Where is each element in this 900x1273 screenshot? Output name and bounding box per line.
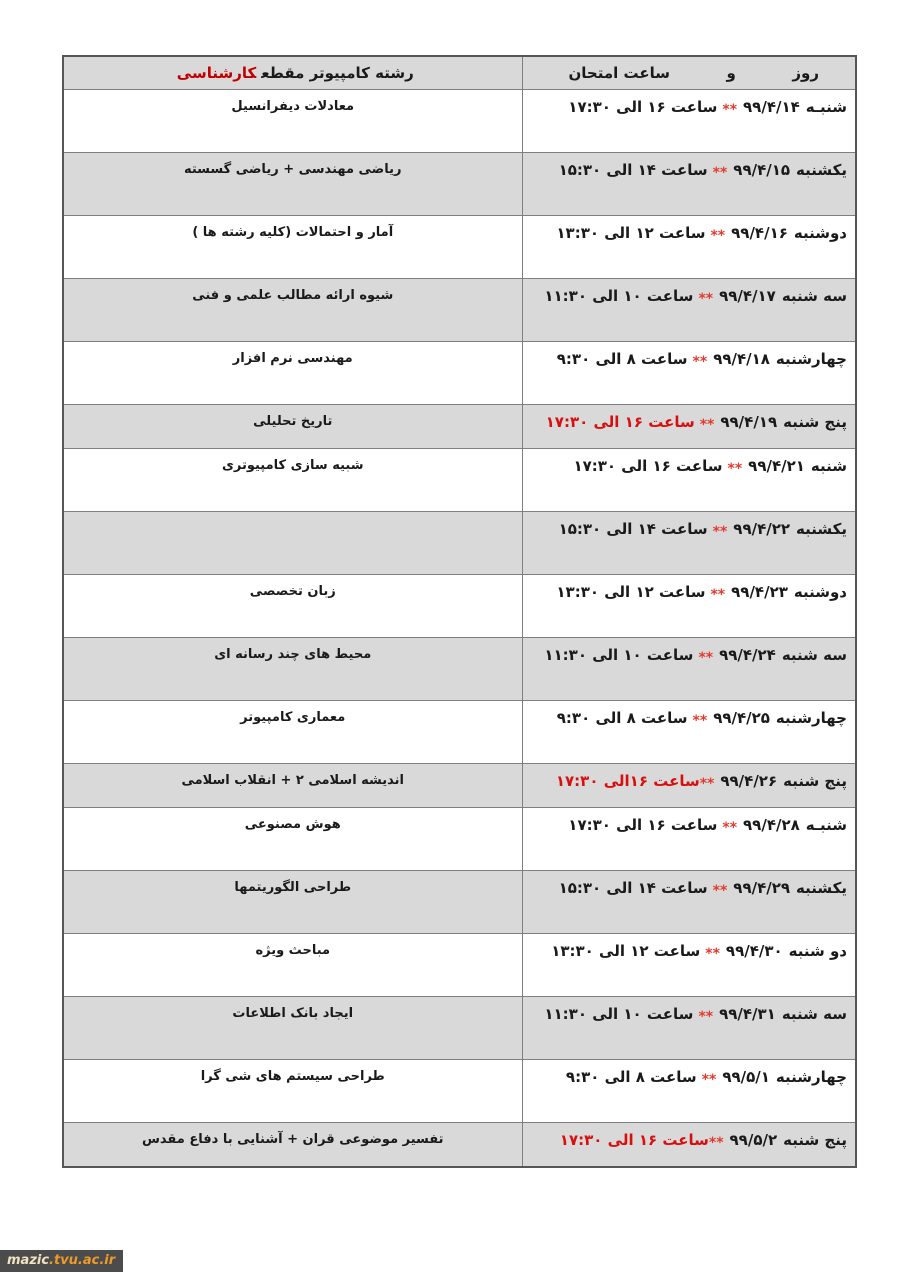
course-name-cell: [63, 153, 522, 216]
exam-time: ساعت ۱۶الی ۱۷:۳۰: [555, 772, 700, 790]
exam-day: دوشنبه: [793, 224, 847, 242]
exam-time: ساعت ۱۰ الی ۱۱:۳۰: [544, 646, 694, 664]
table-row: [63, 153, 856, 216]
course-name: شیوه ارائه مطالب علمی و فنی: [192, 288, 394, 303]
asterisks-marker: **: [710, 587, 726, 603]
exam-day: پنج شنبه: [783, 1131, 847, 1149]
exam-day: یکشنبه: [796, 879, 847, 897]
course-name: زبان تخصصی: [249, 584, 336, 599]
exam-day: شنبـه: [805, 816, 847, 834]
exam-day: یکشنبه: [796, 161, 847, 179]
course-name: هوش مصنوعی: [244, 817, 341, 832]
exam-day: چهارشنبه: [775, 709, 847, 727]
exam-date: ۹۹/۴/۱۵: [733, 161, 791, 179]
exam-time: ساعت ۱۶ الی ۱۷:۳۰: [568, 98, 718, 116]
asterisks-marker: **: [708, 1135, 724, 1151]
exam-date: ۹۹/۴/۲۲: [733, 520, 791, 538]
course-name: طراحی سیستم های شی گرا: [200, 1069, 385, 1084]
table-row: [63, 997, 856, 1060]
exam-schedule-table: [62, 55, 857, 1168]
course-name: اندیشه اسلامی ۲ + انقلاب اسلامی: [181, 773, 405, 788]
exam-time: ساعت ۱۴ الی ۱۵:۳۰: [558, 879, 708, 897]
course-name-cell: [63, 638, 522, 701]
table-row: [63, 575, 856, 638]
exam-date: ۹۹/۴/۳۱: [719, 1005, 776, 1023]
asterisks-marker: **: [727, 461, 743, 477]
exam-date: ۹۹/۴/۲۳: [731, 583, 788, 601]
exam-time: ساعت ۱۶ الی ۱۷:۳۰: [545, 413, 695, 431]
header-word-exam-time: ساعت امتحان: [568, 64, 671, 82]
exam-date: ۹۹/۴/۱۹: [720, 413, 778, 431]
asterisks-marker: **: [692, 713, 708, 729]
exam-time: ساعت ۱۲ الی ۱۳:۳۰: [556, 583, 706, 601]
exam-time: ساعت ۸ الی ۹:۳۰: [565, 1068, 697, 1086]
exam-date: ۹۹/۴/۲۵: [713, 709, 770, 727]
course-name: آمار و احتمالات (کلیه رشته ها ): [192, 225, 394, 240]
asterisks-marker: **: [710, 228, 726, 244]
exam-day: سه شنبه: [781, 646, 847, 664]
exam-day: دو شنبه: [788, 942, 847, 960]
exam-date: ۹۹/۵/۲: [729, 1131, 778, 1149]
course-name-cell: [63, 808, 522, 871]
course-name-cell: [63, 342, 522, 405]
header-cell-course-major: [63, 56, 522, 90]
asterisks-marker: **: [722, 820, 738, 836]
exam-date: ۹۹/۴/۲۱: [748, 457, 805, 475]
exam-time: ساعت ۸ الی ۹:۳۰: [556, 709, 688, 727]
exam-time: ساعت ۱۶ الی ۱۷:۳۰: [568, 816, 718, 834]
asterisks-marker: **: [698, 650, 714, 666]
header-degree-label: کارشناسی: [176, 64, 257, 82]
table-row: [63, 638, 856, 701]
exam-schedule-body: [63, 56, 856, 1167]
table-row: [63, 808, 856, 871]
exam-date: ۹۹/۴/۱۶: [731, 224, 788, 242]
exam-time: ساعت ۱۴ الی ۱۵:۳۰: [558, 161, 708, 179]
course-name-cell: [63, 216, 522, 279]
header-cell-day-time: [522, 56, 856, 90]
table-row: [63, 216, 856, 279]
asterisks-marker: **: [712, 524, 728, 540]
exam-time: ساعت ۱۶ الی ۱۷:۳۰: [559, 1131, 709, 1149]
course-name-cell: [63, 1060, 522, 1123]
table-row: [63, 764, 856, 808]
course-name: ریاضی مهندسی + ریاضی گسسته: [183, 162, 402, 177]
asterisks-marker: **: [712, 165, 728, 181]
exam-day-time-cell: [522, 701, 856, 764]
exam-day: شنبه: [810, 457, 847, 475]
header-major-label: رشته کامپیوتر مقطع: [261, 64, 414, 82]
exam-day-time-cell: [522, 449, 856, 512]
course-name: تاریخ تحلیلی: [253, 414, 333, 429]
exam-date: ۹۹/۴/۲۹: [733, 879, 791, 897]
exam-day-time-cell: [522, 1123, 856, 1167]
exam-date: ۹۹/۴/۱۷: [719, 287, 776, 305]
exam-day-time-cell: [522, 638, 856, 701]
exam-day: یکشنبه: [796, 520, 847, 538]
exam-day-time-cell: [522, 405, 856, 449]
exam-day-time-cell: [522, 342, 856, 405]
exam-day-time-cell: [522, 575, 856, 638]
exam-day-time-cell: [522, 512, 856, 575]
course-name-cell: [63, 997, 522, 1060]
asterisks-marker: **: [712, 883, 728, 899]
exam-time: ساعت ۱۰ الی ۱۱:۳۰: [544, 287, 694, 305]
exam-day-time-cell: [522, 997, 856, 1060]
table-row: [63, 1123, 856, 1167]
course-name-cell: [63, 575, 522, 638]
exam-day: چهارشنبه: [775, 350, 847, 368]
watermark-prefix: mazic: [7, 1253, 50, 1268]
exam-day-time-cell: [522, 216, 856, 279]
course-name-cell: [63, 871, 522, 934]
watermark-suffix: .tvu.ac.ir: [49, 1253, 116, 1268]
course-name: تفسیر موضوعی قران + آشنایی با دفاع مقدس: [141, 1132, 444, 1147]
exam-date: ۹۹/۴/۱۴: [743, 98, 800, 116]
exam-date: ۹۹/۴/۲۶: [720, 772, 778, 790]
exam-time: ساعت ۱۲ الی ۱۳:۳۰: [551, 942, 701, 960]
exam-day-time-cell: [522, 808, 856, 871]
course-name: معماری کامپیوتر: [240, 710, 346, 725]
course-name-cell: [63, 934, 522, 997]
table-header-row: [63, 56, 856, 90]
course-name-cell: [63, 405, 522, 449]
exam-day-time-cell: [522, 279, 856, 342]
exam-day-time-cell: [522, 764, 856, 808]
exam-day: سه شنبه: [781, 287, 847, 305]
exam-day-time-cell: [522, 1060, 856, 1123]
exam-time: ساعت ۱۶ الی ۱۷:۳۰: [573, 457, 723, 475]
exam-day-time-cell: [522, 934, 856, 997]
asterisks-marker: **: [701, 1072, 717, 1088]
course-name-cell: [63, 449, 522, 512]
table-row: [63, 1060, 856, 1123]
table-row: [63, 934, 856, 997]
asterisks-marker: **: [698, 291, 714, 307]
exam-day: چهارشنبه: [775, 1068, 847, 1086]
exam-time: ساعت ۱۲ الی ۱۳:۳۰: [556, 224, 706, 242]
course-name-cell: [63, 1123, 522, 1167]
exam-date: ۹۹/۵/۱: [722, 1068, 770, 1086]
course-name: مباحث ویژه: [255, 943, 331, 958]
exam-date: ۹۹/۴/۲۸: [743, 816, 800, 834]
exam-day: سه شنبه: [781, 1005, 847, 1023]
header-word-day: روز: [792, 64, 819, 82]
exam-day: پنج شنبه: [783, 772, 847, 790]
table-row: [63, 701, 856, 764]
exam-day-time-cell: [522, 153, 856, 216]
site-watermark: [0, 1250, 123, 1272]
course-name-cell: [63, 512, 522, 575]
course-name-cell: [63, 701, 522, 764]
asterisks-marker: **: [699, 776, 715, 792]
exam-day: شنبـه: [805, 98, 847, 116]
table-row: [63, 871, 856, 934]
course-name: معادلات دیفرانسیل: [231, 99, 355, 114]
table-row: [63, 449, 856, 512]
course-name: ایجاد بانک اطلاعات: [232, 1006, 354, 1021]
exam-time: ساعت ۱۰ الی ۱۱:۳۰: [544, 1005, 694, 1023]
exam-date: ۹۹/۴/۳۰: [725, 942, 783, 960]
course-name: مهندسی نرم افزار: [232, 351, 353, 366]
exam-date: ۹۹/۴/۱۸: [713, 350, 770, 368]
asterisks-marker: **: [692, 354, 708, 370]
day-time-header: [523, 57, 856, 89]
exam-time: ساعت ۸ الی ۹:۳۰: [556, 350, 688, 368]
asterisks-marker: **: [705, 946, 720, 962]
course-name-cell: [63, 279, 522, 342]
course-name: محیط های چند رسانه ای: [214, 647, 372, 662]
asterisks-marker: **: [722, 102, 738, 118]
course-name: شبیه سازی کامپیوتری: [221, 458, 364, 473]
exam-day-time-cell: [522, 90, 856, 153]
course-name-cell: [63, 764, 522, 808]
exam-day: دوشنبه: [793, 583, 847, 601]
exam-day-time-cell: [522, 871, 856, 934]
course-name-cell: [63, 90, 522, 153]
table-row: [63, 90, 856, 153]
asterisks-marker: **: [698, 1009, 714, 1025]
exam-day: پنج شنبه: [783, 413, 847, 431]
header-word-and: و: [726, 64, 736, 82]
table-row: [63, 512, 856, 575]
table-row: [63, 342, 856, 405]
exam-time: ساعت ۱۴ الی ۱۵:۳۰: [558, 520, 708, 538]
exam-date: ۹۹/۴/۲۴: [719, 646, 776, 664]
course-name: طراحی الگوریتمها: [234, 880, 352, 895]
asterisks-marker: **: [699, 417, 715, 433]
table-row: [63, 405, 856, 449]
table-row: [63, 279, 856, 342]
